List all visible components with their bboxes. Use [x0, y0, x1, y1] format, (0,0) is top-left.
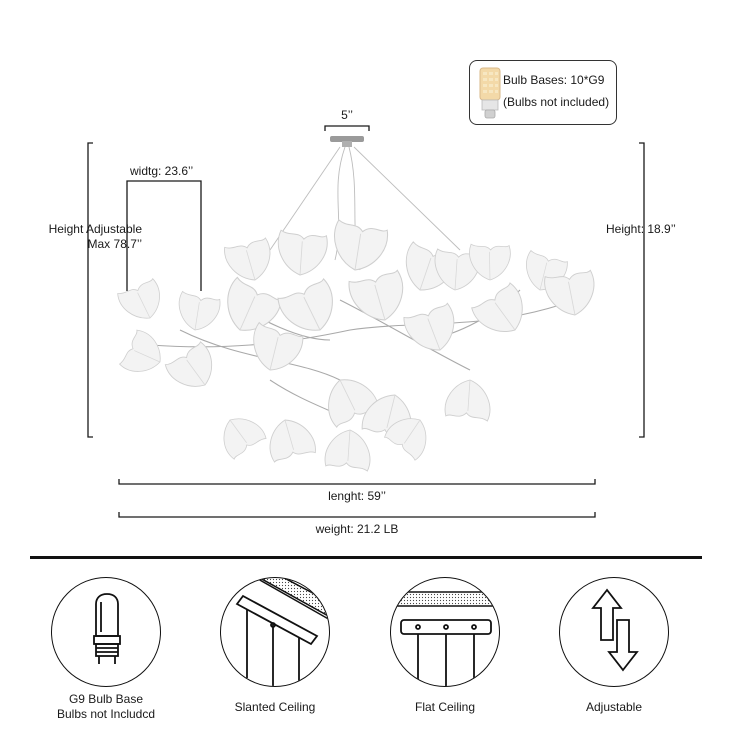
height-label: Height: 18.9’’ [606, 222, 676, 236]
adjustable-arrows-icon [560, 578, 669, 687]
height-adjustable-line1: Height Adjustable [48, 222, 142, 236]
length-label: lenght: 59’’ [328, 489, 386, 503]
height-adjustable-line2: Max 78.7’’ [87, 237, 142, 251]
g9-bulb-caption-line1: G9 Bulb Base [68, 692, 144, 706]
slanted-ceiling-caption: Slanted Ceiling [234, 700, 316, 714]
adjustable-icon-circle [559, 577, 669, 687]
g9-bulb-caption [36, 692, 176, 722]
weight-label: weight: 21.2 LB [315, 522, 399, 536]
g9-bulb-icon-circle [51, 577, 161, 687]
flat-ceiling-icon [391, 578, 500, 687]
g9-bulb-icon [52, 578, 161, 687]
bulbs-not-included-label: (Bulbs not included) [503, 95, 610, 109]
bulb-info-box [469, 60, 617, 125]
flat-ceiling-icon-circle [390, 577, 500, 687]
top-width-label: 5’’ [341, 108, 353, 122]
height-adjustable-label [30, 222, 142, 252]
section-divider [30, 556, 702, 559]
width-label: widtg: 23.6’’ [130, 164, 194, 178]
slanted-ceiling-icon-circle [220, 577, 330, 687]
flat-ceiling-caption: Flat Ceiling [414, 700, 476, 714]
slanted-ceiling-icon [221, 578, 330, 687]
adjustable-caption: Adjustable [585, 700, 643, 714]
g9-bulb-photo-icon [477, 66, 503, 120]
bulb-bases-label: Bulb Bases: 10*G9 [503, 73, 605, 87]
g9-bulb-caption-line2: Bulbs not Includcd [56, 707, 156, 721]
